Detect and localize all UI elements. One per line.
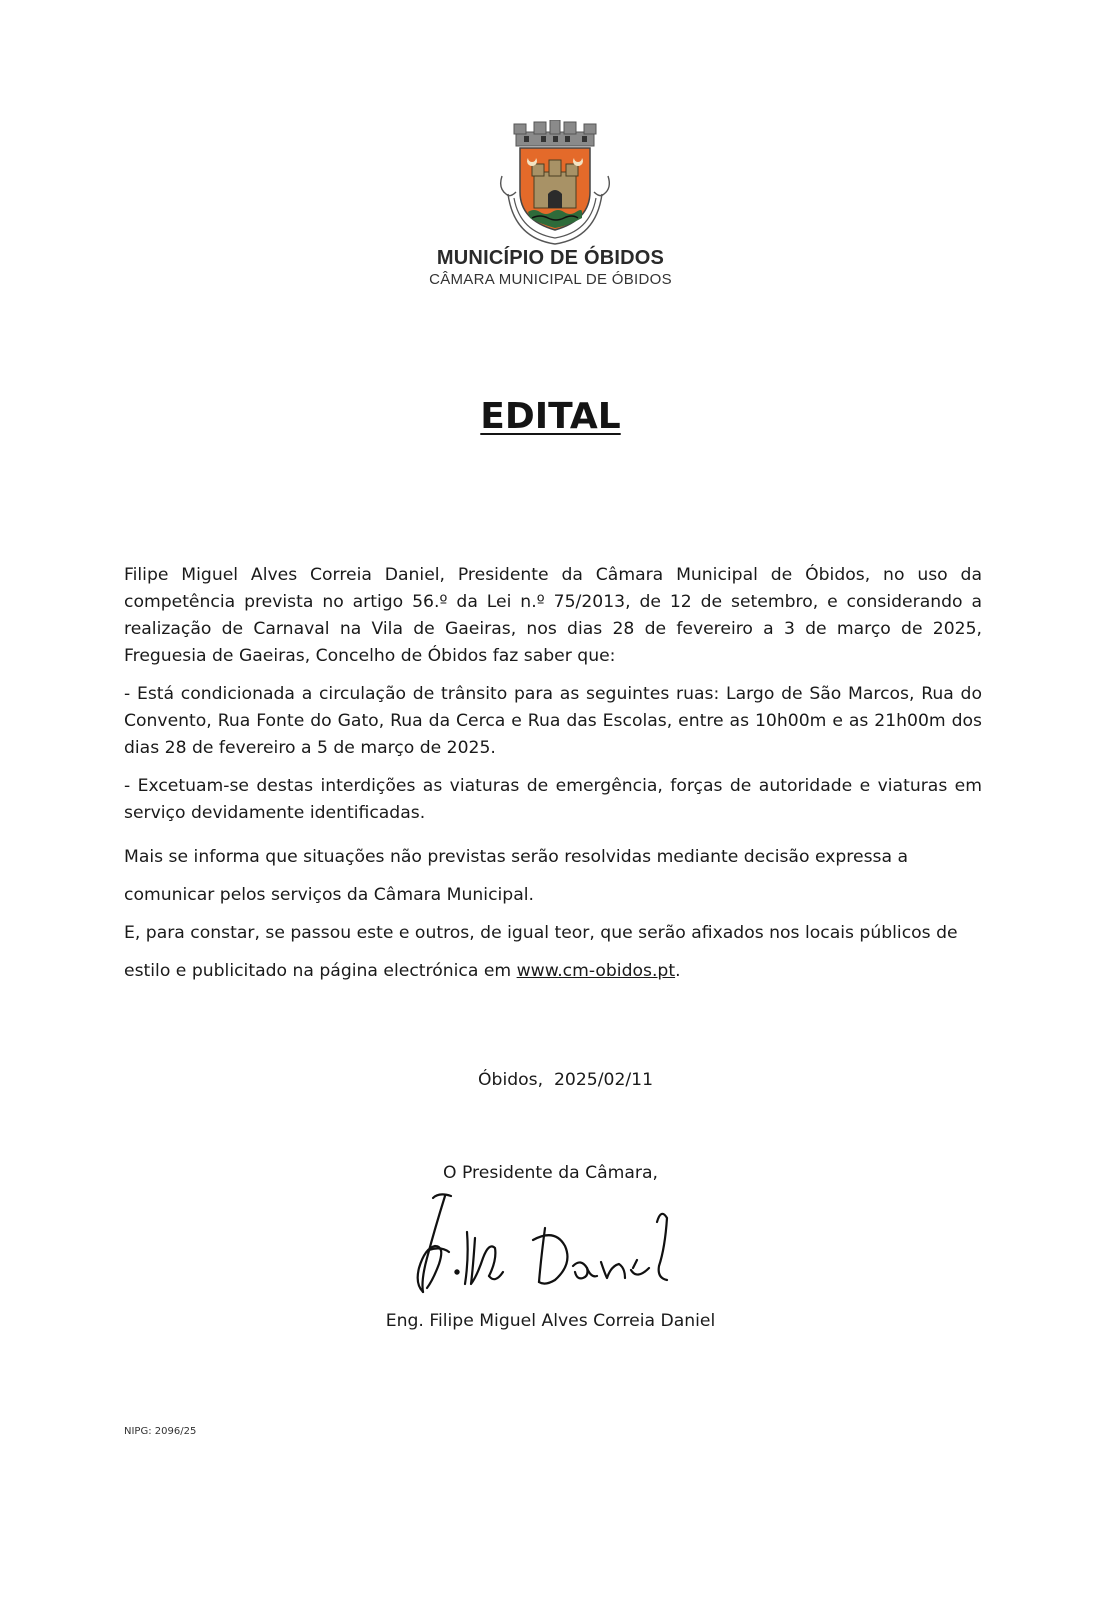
municipality-name: MUNICÍPIO DE ÓBIDOS xyxy=(436,247,665,269)
document-body xyxy=(124,562,982,990)
handwritten-signature xyxy=(405,1188,680,1303)
traffic-restriction-item: - Está condicionada a circulação de trânsito para as seguintes ruas: Largo de São Marcos, Rua do Convento, Rua Fonte do Gato, Rua da Cerca e Rua das Escolas, entre as 10h00m e as 21h00m dos dias 28 de fevereiro a 5 de março de 2025. xyxy=(124,684,982,758)
nipg-reference: NIPG: 2096/25 xyxy=(124,1426,197,1437)
president-label: O Presidente da Câmara, xyxy=(443,1163,658,1183)
website-link[interactable]: www.cm-obidos.pt xyxy=(516,961,676,981)
closing-paragraph xyxy=(124,914,982,990)
closing-period: . xyxy=(675,961,681,981)
place-date: Óbidos, 2025/02/11 xyxy=(478,1070,654,1090)
signer-name: Eng. Filipe Miguel Alves Correia Daniel xyxy=(385,1311,716,1331)
document-title: EDITAL xyxy=(480,396,621,437)
municipal-crest-icon xyxy=(496,120,614,248)
council-name: CÂMARA MUNICIPAL DE ÓBIDOS xyxy=(429,271,672,288)
info-paragraph: Mais se informa que situações não previstas serão resolvidas mediante decisão expressa a comunicar pelos serviços da Câmara Municipal. xyxy=(124,847,909,905)
closing-text: E, para constar, se passou este e outros, de igual teor, que serão afixados nos locais públicos de estilo e publicitado na página electrónica em xyxy=(124,923,958,981)
exception-item: - Excetuam-se destas interdições as viaturas de emergência, forças de autoridade e viaturas em serviço devidamente identificadas. xyxy=(124,776,982,823)
intro-paragraph: Filipe Miguel Alves Correia Daniel, Presidente da Câmara Municipal de Óbidos, no uso da competência prevista no artigo 56.º da Lei n.º 75/2013, de 12 de setembro, e considerando a realização de Carnaval na Vila de Gaeiras, nos dias 28 de fevereiro a 3 de março de 2025, Freguesia de Gaeiras, Concelho de Óbidos faz saber que: xyxy=(124,565,982,666)
